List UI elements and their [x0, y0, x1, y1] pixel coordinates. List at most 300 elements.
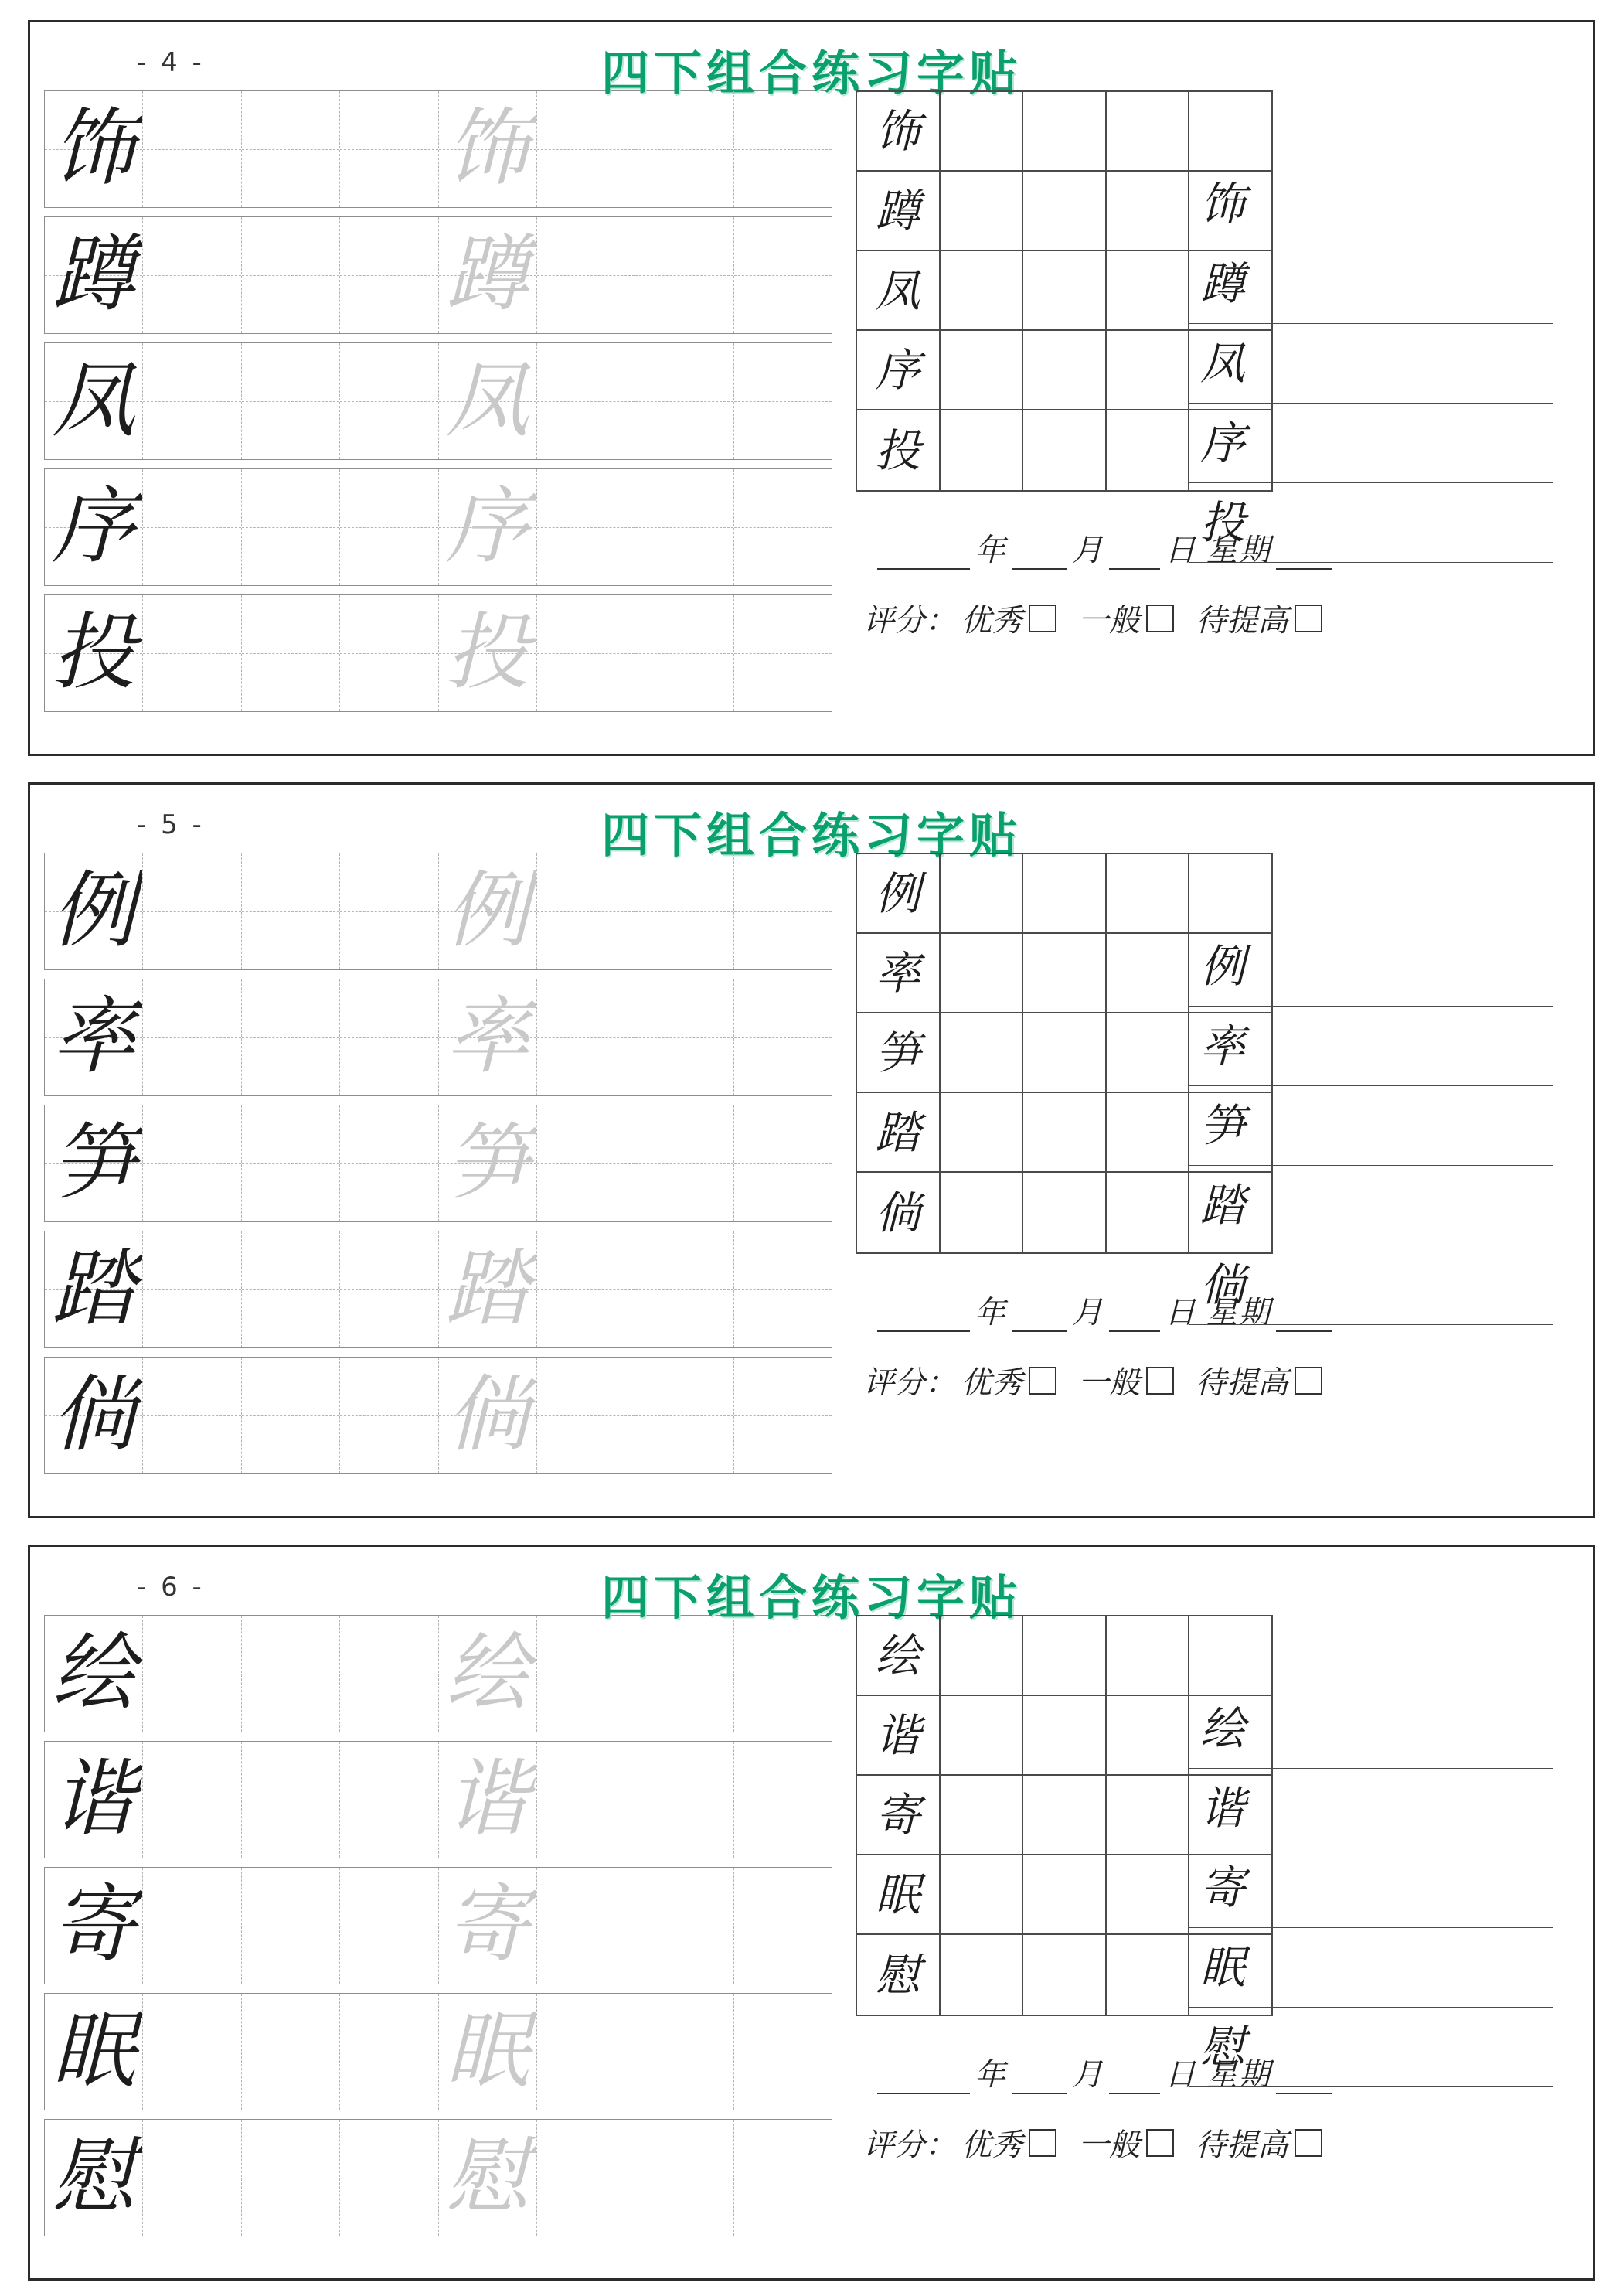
- blank-cell[interactable]: [734, 91, 832, 207]
- trace-cell[interactable]: [439, 343, 537, 459]
- blank-cell[interactable]: [537, 469, 635, 585]
- blank-cell[interactable]: [635, 2120, 733, 2236]
- checkbox-icon[interactable]: [1029, 1367, 1056, 1395]
- blank-cell[interactable]: [734, 979, 832, 1095]
- blank-cell[interactable]: [340, 343, 438, 459]
- model-character: 率: [875, 946, 920, 1000]
- blank-cell[interactable]: [635, 979, 733, 1095]
- model-character: 谐: [52, 1751, 136, 1848]
- score-line: [863, 2121, 1579, 2165]
- model-character: 例: [1200, 940, 1246, 993]
- blank-cell[interactable]: [340, 1231, 438, 1347]
- trace-character: 序: [445, 479, 529, 575]
- score-option-average[interactable]: [1078, 2121, 1174, 2165]
- lined-row[interactable]: [1189, 1007, 1553, 1086]
- year-blank[interactable]: [877, 545, 970, 570]
- model-character: 凤: [52, 353, 136, 449]
- score-option-label: 待提高: [1196, 1365, 1288, 1401]
- lined-row[interactable]: [1189, 927, 1553, 1007]
- trace-cell[interactable]: [439, 2120, 537, 2236]
- blank-cell[interactable]: [537, 1742, 635, 1858]
- practice-grid-large: [44, 90, 832, 712]
- blank-cell[interactable]: [734, 853, 832, 969]
- model-cell: [857, 1935, 941, 2015]
- blank-cell[interactable]: [242, 217, 340, 333]
- blank-cell[interactable]: [635, 1742, 733, 1858]
- day-label: 日: [1165, 2057, 1197, 2093]
- blank-cell[interactable]: [1023, 1696, 1107, 1774]
- score-option-excellent[interactable]: [961, 2121, 1056, 2165]
- blank-cell[interactable]: [734, 1868, 832, 1984]
- blank-cell[interactable]: [1023, 934, 1107, 1012]
- checkbox-icon[interactable]: [1029, 2129, 1056, 2157]
- model-character: 序: [875, 343, 920, 397]
- lined-row[interactable]: [1189, 1928, 1553, 2008]
- model-cell: [45, 853, 143, 969]
- blank-cell[interactable]: [537, 217, 635, 333]
- score-option-label: 优秀: [961, 603, 1022, 639]
- page-number: - 6 -: [137, 1572, 205, 1603]
- checkbox-icon[interactable]: [1295, 605, 1322, 632]
- trace-character: 绘: [445, 1625, 529, 1722]
- blank-cell[interactable]: [734, 2120, 832, 2236]
- model-character: 凤: [1200, 337, 1246, 390]
- blank-cell[interactable]: [537, 1868, 635, 1984]
- blank-cell[interactable]: [340, 595, 438, 711]
- trace-cell[interactable]: [439, 1358, 537, 1473]
- blank-cell[interactable]: [242, 469, 340, 585]
- lined-row[interactable]: [1189, 2008, 1553, 2087]
- day-blank[interactable]: [1109, 2069, 1160, 2094]
- blank-cell[interactable]: [537, 1231, 635, 1347]
- blank-cell[interactable]: [242, 1105, 340, 1221]
- blank-cell[interactable]: [1107, 92, 1190, 170]
- blank-cell[interactable]: [635, 595, 733, 711]
- model-cell: [857, 1696, 941, 1774]
- right-panel: [851, 853, 1579, 1402]
- blank-cell[interactable]: [242, 1994, 340, 2110]
- practice-row[interactable]: [44, 1357, 832, 1474]
- blank-cell[interactable]: [1189, 1616, 1271, 1695]
- model-character: 慰: [875, 1948, 920, 2001]
- blank-cell[interactable]: [941, 172, 1024, 250]
- model-cell: [857, 410, 941, 490]
- practice-row[interactable]: [44, 468, 832, 586]
- model-character: 倘: [52, 1367, 136, 1463]
- checkbox-icon[interactable]: [1295, 2129, 1322, 2157]
- trace-character: 寄: [445, 1877, 529, 1974]
- blank-cell[interactable]: [242, 91, 340, 207]
- blank-cell[interactable]: [941, 331, 1024, 409]
- blank-cell[interactable]: [340, 1994, 438, 2110]
- trace-character: 投: [445, 605, 529, 701]
- blank-cell[interactable]: [635, 1868, 733, 1984]
- lined-row[interactable]: [1189, 324, 1553, 404]
- model-character: 笋: [1200, 1099, 1246, 1152]
- practice-row[interactable]: [44, 853, 832, 970]
- blank-cell[interactable]: [1107, 410, 1190, 490]
- blank-cell[interactable]: [1107, 1173, 1190, 1252]
- model-character: 寄: [52, 1877, 136, 1974]
- score-option-excellent[interactable]: [961, 596, 1056, 640]
- weekday-label: 星期: [1206, 533, 1271, 568]
- trace-cell[interactable]: [439, 1231, 537, 1347]
- blank-cell[interactable]: [1023, 251, 1107, 329]
- lined-practice-list: [1189, 927, 1553, 1325]
- worksheet-sheet: [28, 20, 1595, 756]
- blank-cell[interactable]: [1189, 854, 1271, 932]
- page-number: - 4 -: [137, 47, 205, 78]
- blank-cell[interactable]: [340, 1105, 438, 1221]
- lined-row[interactable]: [1189, 483, 1553, 563]
- sheet-header: [44, 1555, 1579, 1626]
- model-character: 慰: [52, 2129, 136, 2226]
- model-cell: [45, 1868, 143, 1984]
- blank-cell[interactable]: [734, 1231, 832, 1347]
- blank-cell[interactable]: [1023, 410, 1107, 490]
- blank-cell[interactable]: [941, 1935, 1024, 2015]
- lined-row[interactable]: [1189, 1086, 1553, 1166]
- blank-cell[interactable]: [1107, 1013, 1190, 1092]
- blank-cell[interactable]: [941, 1776, 1024, 1854]
- model-character: 投: [1200, 496, 1246, 549]
- blank-cell[interactable]: [537, 595, 635, 711]
- blank-cell[interactable]: [1107, 1093, 1190, 1171]
- practice-row[interactable]: [44, 594, 832, 712]
- score-label: 评分：: [863, 2127, 956, 2163]
- model-character: 序: [52, 479, 136, 575]
- blank-cell[interactable]: [635, 1105, 733, 1221]
- blank-cell[interactable]: [143, 217, 241, 333]
- score-option-label: 优秀: [961, 1365, 1022, 1401]
- blank-cell[interactable]: [1023, 1616, 1107, 1695]
- blank-cell[interactable]: [734, 469, 832, 585]
- lined-row[interactable]: [1189, 1689, 1553, 1769]
- sheet-title: 四下组合练习字贴: [601, 807, 1022, 864]
- score-option-average[interactable]: [1078, 596, 1174, 640]
- lined-practice-list: [1189, 1689, 1553, 2087]
- blank-cell[interactable]: [537, 91, 635, 207]
- blank-cell[interactable]: [143, 2120, 241, 2236]
- blank-cell[interactable]: [242, 979, 340, 1095]
- lined-row[interactable]: [1189, 1245, 1553, 1325]
- trace-cell[interactable]: [439, 91, 537, 207]
- blank-cell[interactable]: [537, 853, 635, 969]
- model-character: 倘: [875, 1186, 920, 1239]
- practice-row[interactable]: [44, 1105, 832, 1222]
- lined-row[interactable]: [1189, 1166, 1553, 1245]
- trace-character: 蹲: [445, 227, 529, 323]
- worksheet-sheet: [28, 782, 1595, 1518]
- blank-cell[interactable]: [242, 1616, 340, 1732]
- model-character: 寄: [875, 1788, 920, 1841]
- blank-cell[interactable]: [635, 1358, 733, 1473]
- blank-cell[interactable]: [340, 217, 438, 333]
- blank-cell[interactable]: [1023, 1776, 1107, 1854]
- model-character: 蹲: [52, 227, 136, 323]
- day-label: 日: [1165, 1295, 1197, 1330]
- model-character: 慰: [1200, 2021, 1246, 2073]
- blank-cell[interactable]: [734, 595, 832, 711]
- blank-cell[interactable]: [340, 2120, 438, 2236]
- blank-cell[interactable]: [1107, 251, 1190, 329]
- blank-cell[interactable]: [340, 469, 438, 585]
- blank-cell[interactable]: [340, 1868, 438, 1984]
- blank-cell[interactable]: [734, 1742, 832, 1858]
- trace-cell[interactable]: [439, 853, 537, 969]
- blank-cell[interactable]: [1023, 1093, 1107, 1171]
- model-character: 凤: [875, 264, 920, 317]
- blank-cell[interactable]: [143, 595, 241, 711]
- blank-cell[interactable]: [143, 1231, 241, 1347]
- blank-cell[interactable]: [340, 1358, 438, 1473]
- blank-cell[interactable]: [1023, 1173, 1107, 1252]
- blank-cell[interactable]: [143, 853, 241, 969]
- blank-cell[interactable]: [143, 469, 241, 585]
- blank-cell[interactable]: [635, 853, 733, 969]
- month-blank[interactable]: [1012, 1307, 1067, 1332]
- blank-cell[interactable]: [537, 343, 635, 459]
- blank-cell[interactable]: [340, 91, 438, 207]
- model-cell: [45, 1994, 143, 2110]
- blank-cell[interactable]: [1107, 1696, 1190, 1774]
- blank-cell[interactable]: [143, 1358, 241, 1473]
- blank-cell[interactable]: [941, 92, 1024, 170]
- trace-cell[interactable]: [439, 595, 537, 711]
- blank-cell[interactable]: [1023, 1935, 1107, 2015]
- small-row[interactable]: [857, 1616, 1271, 1696]
- blank-cell[interactable]: [537, 1994, 635, 2110]
- trace-character: 慰: [445, 2129, 529, 2226]
- score-option-label: 优秀: [961, 2127, 1022, 2163]
- model-character: 寄: [1200, 1862, 1246, 1914]
- blank-cell[interactable]: [242, 343, 340, 459]
- blank-cell[interactable]: [1023, 1855, 1107, 1933]
- blank-cell[interactable]: [1189, 92, 1271, 170]
- blank-cell[interactable]: [143, 1994, 241, 2110]
- score-option-needs-improvement[interactable]: [1196, 1358, 1322, 1402]
- blank-cell[interactable]: [1023, 331, 1107, 409]
- year-blank[interactable]: [877, 1307, 970, 1332]
- small-row[interactable]: [857, 854, 1271, 934]
- blank-cell[interactable]: [242, 1742, 340, 1858]
- trace-cell[interactable]: [439, 217, 537, 333]
- blank-cell[interactable]: [242, 1868, 340, 1984]
- blank-cell[interactable]: [340, 1742, 438, 1858]
- practice-row[interactable]: [44, 342, 832, 460]
- score-option-label: 待提高: [1196, 2127, 1288, 2163]
- practice-row[interactable]: [44, 2119, 832, 2236]
- month-blank[interactable]: [1012, 545, 1067, 570]
- blank-cell[interactable]: [1023, 1013, 1107, 1092]
- model-character: 踏: [875, 1105, 920, 1159]
- blank-cell[interactable]: [941, 410, 1024, 490]
- practice-row[interactable]: [44, 1231, 832, 1348]
- blank-cell[interactable]: [635, 1616, 733, 1732]
- blank-cell[interactable]: [242, 853, 340, 969]
- blank-cell[interactable]: [537, 979, 635, 1095]
- model-cell: [45, 2120, 143, 2236]
- blank-cell[interactable]: [1107, 934, 1190, 1012]
- model-character: 笋: [875, 1026, 920, 1079]
- blank-cell[interactable]: [143, 1616, 241, 1732]
- blank-cell[interactable]: [242, 2120, 340, 2236]
- score-option-needs-improvement[interactable]: [1196, 2121, 1322, 2165]
- model-cell: [857, 92, 941, 170]
- trace-cell[interactable]: [439, 1868, 537, 1984]
- year-blank[interactable]: [877, 2069, 970, 2094]
- page-number: - 5 -: [137, 809, 205, 840]
- score-label: 评分：: [863, 1365, 956, 1401]
- model-character: 例: [52, 863, 136, 959]
- trace-character: 笋: [445, 1115, 529, 1211]
- small-row[interactable]: [857, 92, 1271, 172]
- practice-row[interactable]: [44, 1741, 832, 1858]
- practice-row[interactable]: [44, 90, 832, 208]
- lined-row[interactable]: [1189, 165, 1553, 244]
- blank-cell[interactable]: [941, 1173, 1024, 1252]
- blank-cell[interactable]: [242, 1231, 340, 1347]
- checkbox-icon[interactable]: [1146, 2129, 1174, 2157]
- blank-cell[interactable]: [1107, 1616, 1190, 1695]
- trace-cell[interactable]: [439, 1742, 537, 1858]
- month-label: 月: [1072, 533, 1104, 568]
- practice-row[interactable]: [44, 216, 832, 334]
- day-blank[interactable]: [1109, 545, 1160, 570]
- model-cell: [857, 1173, 941, 1252]
- checkbox-icon[interactable]: [1295, 1367, 1322, 1395]
- right-panel: [851, 1615, 1579, 2165]
- trace-character: 眠: [445, 2003, 529, 2100]
- day-blank[interactable]: [1109, 1307, 1160, 1332]
- blank-cell[interactable]: [340, 979, 438, 1095]
- trace-cell[interactable]: [439, 1105, 537, 1221]
- blank-cell[interactable]: [635, 469, 733, 585]
- blank-cell[interactable]: [340, 853, 438, 969]
- practice-row[interactable]: [44, 1867, 832, 1984]
- blank-cell[interactable]: [340, 1616, 438, 1732]
- blank-cell[interactable]: [941, 854, 1024, 932]
- month-label: 月: [1072, 2057, 1104, 2093]
- worksheet-sheet: [28, 1545, 1595, 2281]
- blank-cell[interactable]: [734, 1616, 832, 1732]
- trace-character: 谐: [445, 1751, 529, 1848]
- blank-cell[interactable]: [1023, 92, 1107, 170]
- blank-cell[interactable]: [537, 1105, 635, 1221]
- model-character: 饰: [875, 104, 920, 158]
- model-character: 眠: [52, 2003, 136, 2100]
- blank-cell[interactable]: [941, 1013, 1024, 1092]
- blank-cell[interactable]: [537, 2120, 635, 2236]
- blank-cell[interactable]: [143, 91, 241, 207]
- blank-cell[interactable]: [143, 979, 241, 1095]
- sheet-header: [44, 792, 1579, 864]
- blank-cell[interactable]: [635, 217, 733, 333]
- score-label: 评分：: [863, 603, 956, 639]
- month-blank[interactable]: [1012, 2069, 1067, 2094]
- model-character: 饰: [52, 100, 136, 197]
- blank-cell[interactable]: [734, 1994, 832, 2110]
- blank-cell[interactable]: [143, 1742, 241, 1858]
- score-option-average[interactable]: [1078, 1358, 1174, 1402]
- blank-cell[interactable]: [1107, 1776, 1190, 1854]
- checkbox-icon[interactable]: [1029, 605, 1056, 632]
- checkbox-icon[interactable]: [1146, 605, 1174, 632]
- practice-row[interactable]: [44, 979, 832, 1096]
- score-option-excellent[interactable]: [961, 1358, 1056, 1402]
- blank-cell[interactable]: [1107, 1855, 1190, 1933]
- lined-row[interactable]: [1189, 1769, 1553, 1848]
- model-cell: [45, 979, 143, 1095]
- blank-cell[interactable]: [635, 343, 733, 459]
- score-line: [863, 596, 1579, 640]
- blank-cell[interactable]: [143, 343, 241, 459]
- lined-row[interactable]: [1189, 1848, 1553, 1928]
- trace-character: 例: [445, 863, 529, 959]
- blank-cell[interactable]: [941, 1696, 1024, 1774]
- blank-cell[interactable]: [635, 91, 733, 207]
- checkbox-icon[interactable]: [1146, 1367, 1174, 1395]
- blank-cell[interactable]: [1107, 331, 1190, 409]
- blank-cell[interactable]: [941, 1093, 1024, 1171]
- blank-cell[interactable]: [734, 1105, 832, 1221]
- trace-cell[interactable]: [439, 1994, 537, 2110]
- blank-cell[interactable]: [734, 1358, 832, 1473]
- model-character: 倘: [1200, 1259, 1246, 1311]
- sheet-body: [44, 1615, 1579, 2267]
- blank-cell[interactable]: [941, 251, 1024, 329]
- blank-cell[interactable]: [1107, 172, 1190, 250]
- model-cell: [45, 1742, 143, 1858]
- blank-cell[interactable]: [242, 595, 340, 711]
- trace-character: 饰: [445, 100, 529, 197]
- trace-cell[interactable]: [439, 1616, 537, 1732]
- blank-cell[interactable]: [734, 343, 832, 459]
- lined-row[interactable]: [1189, 404, 1553, 483]
- trace-cell[interactable]: [439, 979, 537, 1095]
- blank-cell[interactable]: [941, 1855, 1024, 1933]
- score-option-needs-improvement[interactable]: [1196, 596, 1322, 640]
- blank-cell[interactable]: [941, 1616, 1024, 1695]
- lined-practice-list: [1189, 165, 1553, 563]
- sheet-title: 四下组合练习字贴: [601, 45, 1022, 101]
- blank-cell[interactable]: [143, 1868, 241, 1984]
- blank-cell[interactable]: [242, 1358, 340, 1473]
- trace-character: 踏: [445, 1241, 529, 1337]
- blank-cell[interactable]: [941, 934, 1024, 1012]
- blank-cell[interactable]: [635, 1994, 733, 2110]
- lined-row[interactable]: [1189, 244, 1553, 324]
- blank-cell[interactable]: [1023, 854, 1107, 932]
- blank-cell[interactable]: [1023, 172, 1107, 250]
- practice-row[interactable]: [44, 1615, 832, 1732]
- trace-cell[interactable]: [439, 469, 537, 585]
- blank-cell[interactable]: [734, 217, 832, 333]
- blank-cell[interactable]: [1107, 1935, 1190, 2015]
- model-character: 踏: [1200, 1179, 1246, 1231]
- practice-row[interactable]: [44, 1993, 832, 2110]
- blank-cell[interactable]: [537, 1616, 635, 1732]
- blank-cell[interactable]: [635, 1231, 733, 1347]
- model-cell: [45, 343, 143, 459]
- blank-cell[interactable]: [143, 1105, 241, 1221]
- model-cell: [45, 595, 143, 711]
- model-character: 蹲: [1200, 257, 1246, 310]
- model-cell: [45, 1358, 143, 1473]
- trace-character: 率: [445, 989, 529, 1085]
- blank-cell[interactable]: [537, 1358, 635, 1473]
- blank-cell[interactable]: [1107, 854, 1190, 932]
